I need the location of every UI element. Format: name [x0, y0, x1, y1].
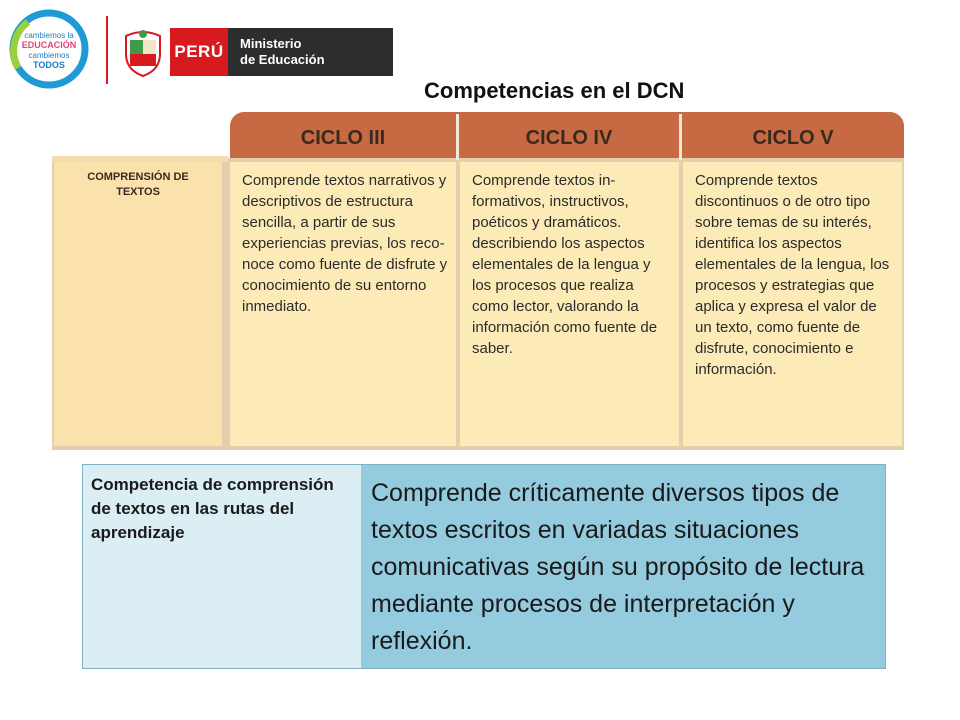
competencia-box — [82, 464, 886, 669]
peru-shield-icon — [118, 26, 168, 78]
ministry-line1: Ministerio — [240, 36, 302, 51]
campaign-text-4: TODOS — [33, 60, 65, 70]
ministry-line2: de Educación — [240, 52, 325, 67]
cell-ciclo-iii: Comprende textos narrativos y descriptivos de estructura sencilla, a partir de sus experiencias previas, los reconoce como fuente de disfrute y conocimiento de su entorno inmediato. — [230, 162, 456, 446]
cell-ciclo-iv: Comprende textos informativos, instructivos, poéticos y dramáticos. describiendo los aspectos elementales de la lengua y los procesos que realiza como lector, valorando la información como fuente de saber. — [460, 162, 679, 446]
peru-label: PERÚ — [170, 28, 228, 76]
cell-ciclo-v: Comprende textos discontinuos o de otro tipo sobre temas de su interés, identifica los aspectos elementales de la lengua, los procesos y estrategias que aplica y expresa el valor de un texto, como fuente de disfrute, conocimiento e información. — [683, 162, 902, 446]
page-title: Competencias en el DCN — [424, 78, 685, 103]
header-ciclo-v: CICLO V — [752, 127, 834, 149]
campaign-text-3: cambiemos — [28, 51, 70, 60]
ministry-label — [228, 28, 393, 76]
header-ciclo-iv: CICLO IV — [525, 127, 613, 149]
dcn-competency-table — [52, 112, 904, 452]
competencia-description: Comprende críticamente diversos tipos de textos escritos en variadas situaciones comunicativas según su propósito de lectura mediante procesos de interpretación y reflexión. — [361, 465, 885, 668]
competencia-label: Competencia de comprensión de textos en las rutas del aprendizaje — [83, 465, 361, 668]
row-label-comprension — [54, 162, 222, 446]
row-label-text: COMPRENSIÓN DE TEXTOS — [87, 171, 189, 198]
campaign-text-1: cambiemos la — [24, 31, 74, 40]
campaign-text-2: EDUCACIÓN — [21, 40, 77, 50]
logo-divider — [106, 16, 108, 84]
campaign-logo — [8, 8, 90, 90]
header-ciclo-iii: CICLO III — [300, 127, 386, 149]
ministry-logo — [118, 26, 394, 78]
